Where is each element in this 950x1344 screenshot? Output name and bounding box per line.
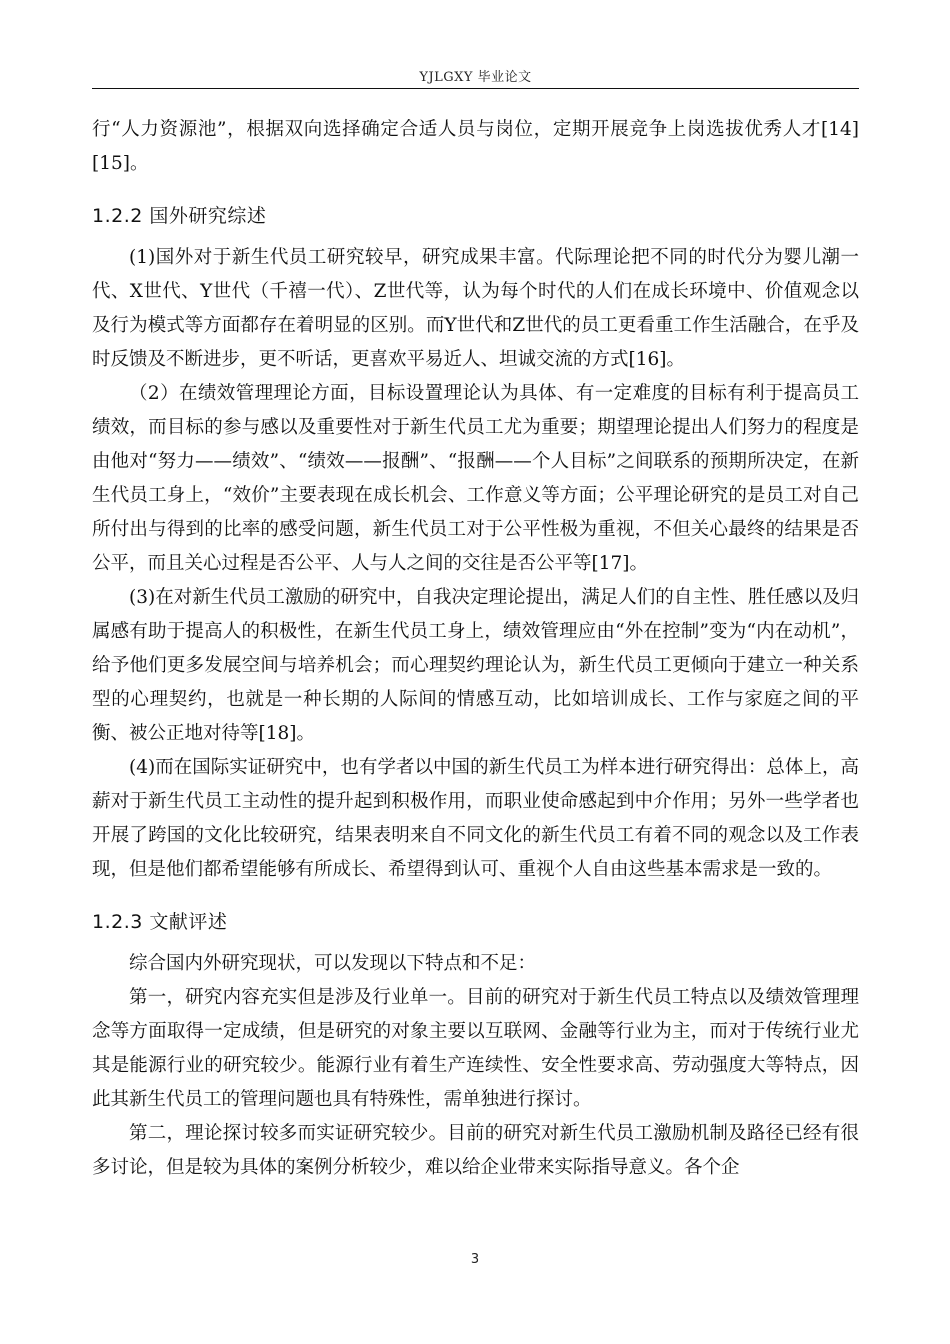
section-heading-1-2-3: 1.2.3 文献评述 [92,911,228,933]
running-header: YJLGXY 毕业论文 [419,70,532,85]
paragraph-foreign-1: (1)国外对于新生代员工研究较早，研究成果丰富。代际理论把不同的时代分为婴儿潮一代、X世代、Y世代（千禧一代）、Z世代等，认为每个时代的人们在成长环境中、价值观念以及行为模式等方面都存在着明显的区别。而Y世代和Z世代的员工更看重工作生活融合，在乎及时反馈及不断进步，更不听话，更喜欢平易近人、坦诚交流的方式[16]。 [92,247,859,370]
paragraph-foreign-3: (3)在对新生代员工激励的研究中，自我决定理论提出，满足人们的自主性、胜任感以及归属感有助于提高人的积极性，在新生代员工身上，绩效管理应由“外在控制”变为“内在动机”，给予他们更多发展空间与培养机会；而心理契约理论认为，新生代员工更倾向于建立一种关系型的心理契约，也就是一种长期的人际间的情感互动，比如培训成长、工作与家庭之间的平衡、被公正地对待等[18]。 [92,587,859,744]
section-heading-1-2-2: 1.2.2 国外研究综述 [92,205,267,227]
page-number: 3 [470,1252,480,1267]
paragraph-review-2: 第一，研究内容充实但是涉及行业单一。目前的研究对于新生代员工特点以及绩效管理理念等方面取得一定成绩，但是研究的对象主要以互联网、金融等行业为主，而对于传统行业尤其是能源行业的研究较少。能源行业有着生产连续性、安全性要求高、劳动强度大等特点，因此其新生代员工的管理问题也具有特殊性，需单独进行探讨。 [92,987,859,1110]
paragraph-foreign-4: (4)而在国际实证研究中，也有学者以中国的新生代员工为样本进行研究得出：总体上，高薪对于新生代员工主动性的提升起到积极作用，而职业使命感起到中介作用；另外一些学者也开展了跨国的文化比较研究，结果表明来自不同文化的新生代员工有着不同的观念以及工作表现，但是他们都希望能够有所成长、希望得到认可、重视个人自由这些基本需求是一致的。 [92,757,859,880]
paragraph-review-3: 第二，理论探讨较多而实证研究较少。目前的研究对新生代员工激励机制及路径已经有很多讨论，但是较为具体的案例分析较少，难以给企业带来实际指导意义。各个企 [92,1123,859,1178]
paragraph-foreign-2: （2）在绩效管理理论方面，目标设置理论认为具体、有一定难度的目标有利于提高员工绩效，而目标的参与感以及重要性对于新生代员工尤为重要；期望理论提出人们努力的程度是由他对“努力——绩效”、“绩效——报酬”、“报酬——个人目标”之间联系的预期所决定，在新生代员工身上，“效价”主要表现在成长机会、工作意义等方面；公平理论研究的是员工对自己所付出与得到的比率的感受问题，新生代员工对于公平性极为重视，不但关心最终的结果是否公平，而且关心过程是否公平、人与人之间的交往是否公平等[17]。 [92,383,859,574]
continued-paragraph: 行“人力资源池”，根据双向选择确定合适人员与岗位，定期开展竞争上岗选拔优秀人才[14][15]。 [92,119,859,174]
paragraph-review-1: 综合国内外研究现状，可以发现以下特点和不足： [129,953,537,974]
header-rule [92,88,859,89]
page-body [92,113,859,1185]
